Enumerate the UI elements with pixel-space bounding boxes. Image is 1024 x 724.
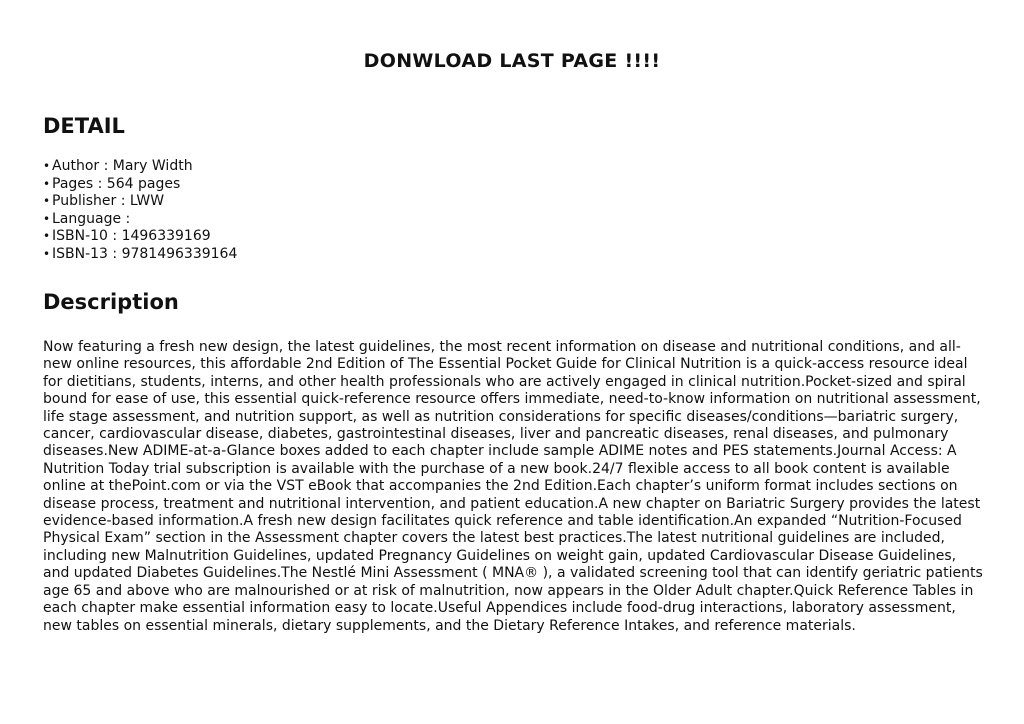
detail-list [43,158,237,264]
bullet-icon: • [43,159,51,173]
detail-item-author [43,158,237,176]
bullet-icon: • [43,246,51,261]
bullet-icon: • [43,176,51,191]
detail-heading: DETAIL [43,114,125,138]
description-heading: Description [43,290,179,314]
detail-item-text: Publisher : LWW [52,193,165,210]
detail-item-isbn10 [43,228,237,246]
detail-item-isbn13 [43,246,237,264]
bullet-icon: • [43,229,51,244]
bullet-icon: • [43,211,51,226]
detail-item-text: Pages : 564 pages [52,175,181,192]
detail-item-text: Language : [52,210,131,227]
bullet-icon: • [43,194,51,209]
download-title-link[interactable]: DONWLOAD LAST PAGE !!!! [363,50,661,72]
detail-item-publisher [43,193,237,211]
detail-item-language [43,211,237,229]
detail-item-text: Author : Mary Width [52,158,193,174]
detail-item-text: ISBN-13 : 9781496339164 [52,245,238,262]
detail-item-text: ISBN-10 : 1496339169 [52,228,211,245]
description-body: Now featuring a fresh new design, the latest guidelines, the most recent information on disease and nutritional conditions, and all-new online resources, this affordable 2nd Edition of The Essential Pocket Guide for Clinical Nutrition is a quick-access resource ideal for dietitians, students, interns, and other health professionals who are actively engaged in clinical nutrition.Pocket-sized and spiral bound for ease of use, this essential quick-reference resource offers immediate, need-to-know information on nutritional assessment, life stage assessment, and nutrition support, as well as nutrition considerations for specific diseases/conditions—bariatric surgery, cancer, cardiovascular disease, diabetes, gastrointestinal diseases, liver and pancreatic diseases, renal diseases, and pulmonary diseases.New ADIME-at-a-Glance boxes added to each chapter include sample ADIME notes and PES statements.Journal Access: A Nutrition Today trial subscription is available with the purchase of a new book.24/7 flexible access to all book content is available online at thePoint.com or via the VST eBook that accompanies the 2nd Edition.Each chapter’s uniform format includes sections on disease process, treatment and nutritional intervention, and patient education.A new chapter on Bariatric Surgery provides the latest evidence-based information.A fresh new design facilitates quick reference and table identification.An expanded “Nutrition-Focused Physical Exam” section in the Assessment chapter covers the latest best practices.The latest nutritional guidelines are included, including new Malnutrition Guidelines, updated Pregnancy Guidelines on weight gain, updated Cardiovascular Disease Guidelines, and updated Diabetes Guidelines.The Nestlé Mini Assessment ( MNA® ), a validated screening tool that can identify geriatric patients age 65 and above who are malnourished or at risk of malnutrition, now appears in the Older Adult chapter.Quick Reference Tables in each chapter make essential information easy to locate.Useful Appendices include food-drug interactions, laboratory assessment, new tables on essential minerals, dietary supplements, and the Dietary Reference Intakes, and reference materials. [43,339,983,634]
detail-item-pages [43,176,237,194]
